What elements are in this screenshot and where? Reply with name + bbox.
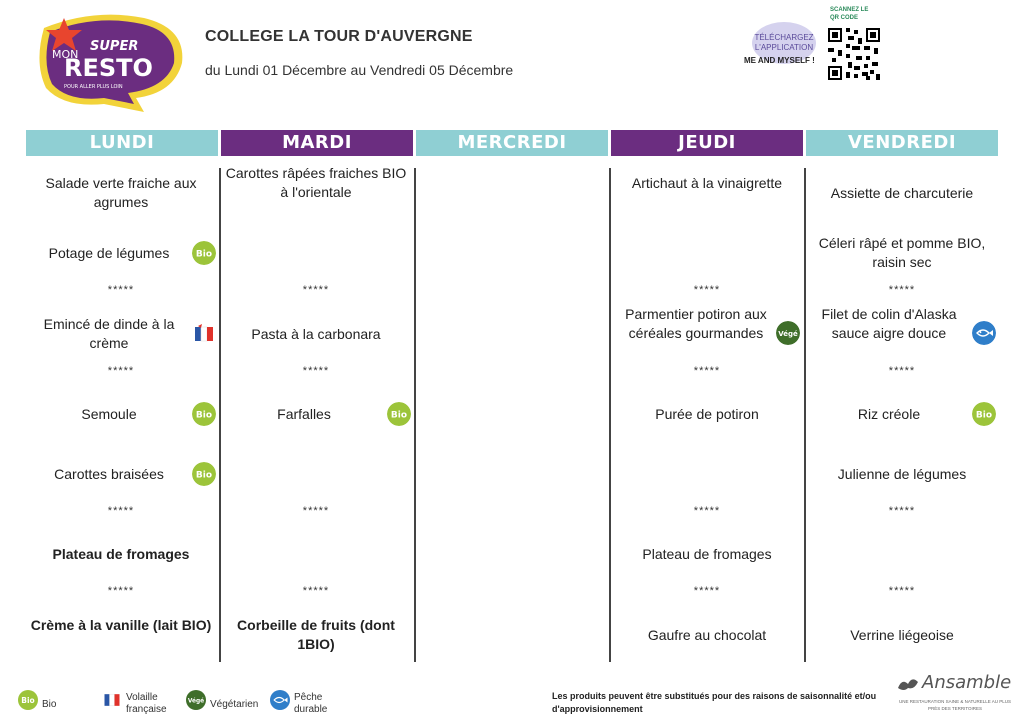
app-line1: TÉLÉCHARGEZ xyxy=(754,33,814,42)
column-divider xyxy=(414,168,416,662)
mon-super-resto-logo xyxy=(24,8,190,120)
jeudi-separator-4: ***** xyxy=(693,585,721,597)
substitution-note: Les produits peuvent être substitués pour des raisons de saisonnalité et/ou d'approvisionnement xyxy=(552,691,877,714)
lundi-separator-1: ***** xyxy=(107,284,135,296)
jeudi-fromage: Plateau de fromages xyxy=(642,546,772,562)
jeudi-separator-2: ***** xyxy=(693,365,721,377)
jeudi-dessert: Gaufre au chocolat xyxy=(647,627,767,643)
svg-text:Bio: Bio xyxy=(21,695,35,705)
qr-code-icon[interactable] xyxy=(826,26,882,82)
day-header-mercredi: MERCREDI xyxy=(416,130,608,156)
bio-badge-icon xyxy=(387,402,411,426)
mardi-separator-3: ***** xyxy=(302,505,330,517)
legend-vege-icon xyxy=(186,690,206,710)
legend-vege-label: Végétarien xyxy=(210,699,259,710)
vendredi-entree-1: Assiette de charcuterie xyxy=(830,185,974,201)
jeudi-separator-3: ***** xyxy=(693,505,721,517)
svg-text:Bio: Bio xyxy=(390,410,408,421)
svg-text:Bio: Bio xyxy=(195,470,213,481)
fish-badge-icon xyxy=(972,321,996,345)
app-name: ME AND MYSELF ! xyxy=(744,56,815,65)
mardi-separator-1: ***** xyxy=(302,284,330,296)
jeudi-entree-1: Artichaut à la vinaigrette xyxy=(631,175,783,191)
logo-text-mon: MON xyxy=(52,48,79,61)
vendredi-entree-2: Céleri râpé et pomme BIO, raisin sec xyxy=(818,235,986,270)
svg-text:Bio: Bio xyxy=(975,410,993,421)
vendredi-separator-2: ***** xyxy=(888,365,916,377)
bio-badge-icon xyxy=(972,402,996,426)
vendredi-separator-4: ***** xyxy=(888,585,916,597)
app-line2: L'APPLICATION xyxy=(754,43,814,52)
scan-qr-label xyxy=(830,6,868,22)
ansamble-logo-icon xyxy=(896,674,920,694)
bio-badge-icon xyxy=(192,402,216,426)
scan-line1: SCANNEZ LE xyxy=(830,7,869,13)
vege-badge-icon xyxy=(776,321,800,345)
legend-volaille-label: Volaille française xyxy=(126,692,167,715)
lundi-dessert: Crème à la vanille (lait BIO) xyxy=(30,617,212,633)
bio-badge-icon xyxy=(192,462,216,486)
lundi-entree-1: Salade verte fraiche aux agrumes xyxy=(45,175,197,210)
legend-bio-label: Bio xyxy=(42,699,57,710)
svg-text:Bio: Bio xyxy=(195,249,213,260)
mardi-dessert: Corbeille de fruits (dont 1BIO) xyxy=(237,617,395,652)
legend-fish-icon xyxy=(270,690,290,710)
mardi-separator-4: ***** xyxy=(302,585,330,597)
lundi-separator-3: ***** xyxy=(107,505,135,517)
day-header-lundi: LUNDI xyxy=(26,130,218,156)
lundi-accompagnement-2: Carottes braisées xyxy=(54,466,164,482)
jeudi-accompagnement-1: Purée de potiron xyxy=(655,406,759,422)
lundi-entree-2: Potage de légumes xyxy=(48,245,170,261)
mardi-accompagnement-1: Farfalles xyxy=(277,406,331,422)
jeudi-plat: Parmentier potiron aux céréales gourmandes xyxy=(625,306,767,341)
legend-volaille-icon xyxy=(102,690,122,710)
legend-bio-icon xyxy=(18,690,38,710)
day-header-mardi: MARDI xyxy=(221,130,413,156)
vendredi-plat: Filet de colin d'Alaska sauce aigre douce xyxy=(821,306,957,341)
scan-line2: QR CODE xyxy=(830,15,859,21)
vendredi-separator-3: ***** xyxy=(888,505,916,517)
svg-text:Bio: Bio xyxy=(195,410,213,421)
lundi-accompagnement-1: Semoule xyxy=(81,406,137,422)
day-header-vendredi: VENDREDI xyxy=(806,130,998,156)
mardi-entree-1: Carottes râpées fraiches BIO à l'orientale xyxy=(225,165,407,200)
day-header-jeudi: JEUDI xyxy=(611,130,803,156)
menu-dates: du Lundi 01 Décembre au Vendredi 05 Décembre xyxy=(205,62,514,78)
lundi-separator-4: ***** xyxy=(107,585,135,597)
vendredi-dessert: Verrine liégeoise xyxy=(850,627,954,643)
mardi-separator-2: ***** xyxy=(302,365,330,377)
ansamble-tagline: UNE RESTAURATION SAINE & NATURELLE AU PLUS PRÈS DES TERRITOIRES xyxy=(898,699,1012,711)
jeudi-separator-1: ***** xyxy=(693,284,721,296)
school-name: COLLEGE LA TOUR D'AUVERGNE xyxy=(205,28,473,45)
mardi-plat: Pasta à la carbonara xyxy=(251,326,381,342)
french-flag-chicken-icon xyxy=(192,322,216,346)
vendredi-separator-1: ***** xyxy=(888,284,916,296)
svg-text:Végé: Végé xyxy=(187,698,205,705)
lundi-fromage: Plateau de fromages xyxy=(52,546,190,562)
logo-text-resto: RESTO xyxy=(64,54,153,82)
bio-badge-icon xyxy=(192,241,216,265)
logo-tagline: POUR ALLER PLUS LOIN xyxy=(64,84,123,90)
legend-peche-label: Pêche durable xyxy=(294,692,328,715)
lundi-separator-2: ***** xyxy=(107,365,135,377)
vendredi-accompagnement-2: Julienne de légumes xyxy=(837,466,967,482)
vendredi-accompagnement-1: Riz créole xyxy=(857,406,921,422)
lundi-plat: Emincé de dinde à la crème xyxy=(43,316,175,351)
ansamble-brand: Ansamble xyxy=(922,672,1012,693)
logo-text-super: SUPER xyxy=(90,39,139,54)
svg-text:Végé: Végé xyxy=(778,330,798,338)
